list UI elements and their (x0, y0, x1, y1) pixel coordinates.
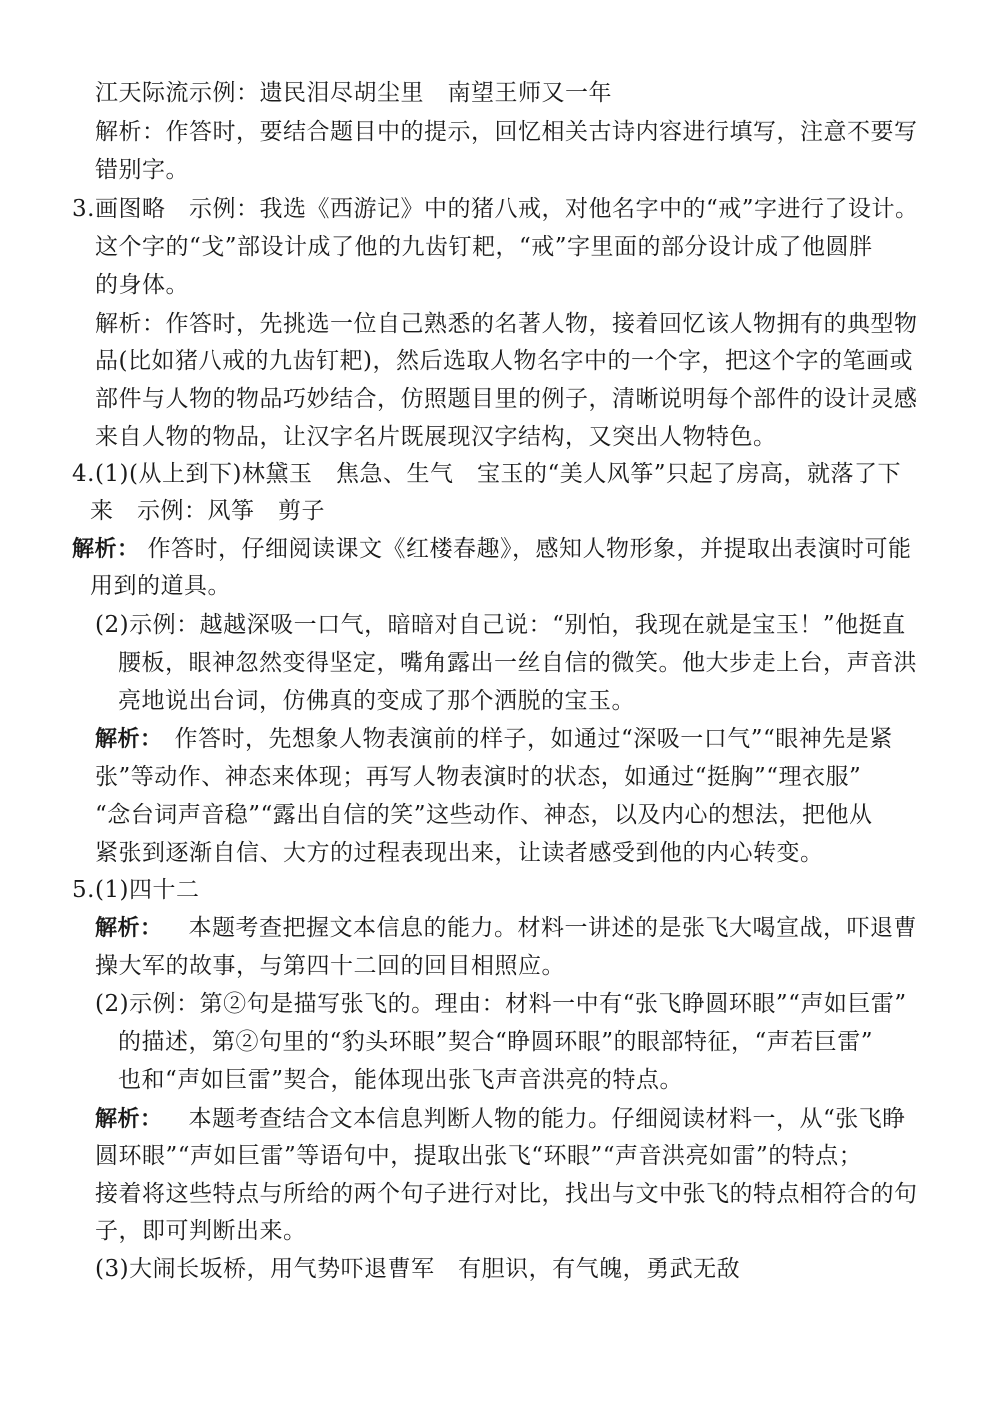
analysis-block (72, 534, 912, 565)
text-line: 本题考查把握文本信息的能力。材料一讲述的是张飞大喝宣战，吓退曹 (188, 915, 918, 941)
analysis-block (95, 724, 893, 755)
analysis-block (95, 1104, 906, 1135)
text-line: 的身体。 (95, 272, 189, 298)
text-line: (2)示例：第②句是描写张飞的。理由：材料一中有“张飞睁圆环眼”“声如巨雷” (95, 991, 907, 1017)
text-line: 4.(1)(从上到下)林黛玉 焦急、生气 宝玉的“美人风筝”只起了房高，就落了下 (72, 461, 901, 487)
text-line: 腰板，眼神忽然变得坚定，嘴角露出一丝自信的微笑。他大步走上台，声音洪 (118, 650, 917, 676)
text-line: 本题考查结合文本信息判断人物的能力。仔细阅读材料一，从“张飞睁 (188, 1106, 906, 1132)
text-line: 作答时，仔细阅读课文《红楼春趣》，感知人物形象，并提取出表演时可能 (147, 536, 912, 562)
text-line: 部件与人物的物品巧妙结合，仿照题目里的例子，清晰说明每个部件的设计灵感 (95, 386, 918, 412)
text-line: “念台词声音稳”“露出自信的笑”这些动作、神态，以及内心的想法，把他从 (95, 802, 873, 828)
text-line: 子，即可判断出来。 (95, 1218, 307, 1244)
text-line: 圆环眼”“声如巨雷”等语句中，提取出张飞“环眼”“声音洪亮如雷”的特点； (95, 1143, 863, 1169)
analysis-block (95, 913, 917, 944)
text-line: 解析：作答时，要结合题目中的提示，回忆相关古诗内容进行填写，注意不要写 (95, 119, 918, 145)
text-line: 接着将这些特点与所给的两个句子进行对比，找出与文中张飞的特点相符合的句 (95, 1181, 918, 1207)
text-line: 的描述，第②句里的“豹头环眼”契合“睁圆环眼”的眼部特征，“声若巨雷” (118, 1029, 874, 1055)
text-line: 品(比如猪八戒的九齿钉耙)，然后选取人物名字中的一个字，把这个字的笔画或 (95, 348, 913, 374)
text-line: 江天际流示例：遗民泪尽胡尘里 南望王师又一年 (95, 80, 612, 106)
text-line: 5.(1)四十二 (72, 877, 200, 903)
text-line: 操大军的故事，与第四十二回的回目相照应。 (95, 953, 565, 979)
text-line: 来 示例：风筝 剪子 (90, 498, 325, 524)
text-line: (3)大闹长坂桥，用气势吓退曹军 有胆识，有气魄，勇武无敌 (95, 1256, 741, 1282)
analysis-label: 解析： (95, 727, 163, 752)
text-line: 亮地说出台词，仿佛真的变成了那个洒脱的宝玉。 (118, 688, 635, 714)
analysis-label: 解析： (95, 1107, 163, 1132)
text-line: 也和“声如巨雷”契合，能体现出张飞声音洪亮的特点。 (118, 1067, 684, 1093)
text-line: 3.画图略 示例：我选《西游记》中的猪八戒，对他名字中的“戒”字进行了设计。 (72, 196, 919, 222)
analysis-label: 解析： (95, 916, 163, 941)
text-line: 来自人物的物品，让汉字名片既展现汉字结构，又突出人物特色。 (95, 424, 777, 450)
text-line: 作答时，先想象人物表演前的样子，如通过“深吸一口气”“眼神先是紧 (174, 726, 893, 752)
text-line: 用到的道具。 (90, 573, 231, 599)
text-line: (2)示例：越越深吸一口气，暗暗对自己说：“别怕，我现在就是宝玉！”他挺直 (95, 612, 906, 638)
text-line: 这个字的“戈”部设计成了他的九齿钉耙，“戒”字里面的部分设计成了他圆胖 (95, 234, 873, 260)
text-line: 解析：作答时，先挑选一位自己熟悉的名著人物，接着回忆该人物拥有的典型物 (95, 311, 918, 337)
analysis-label: 解析： (72, 537, 140, 562)
text-line: 紧张到逐渐自信、大方的过程表现出来，让读者感受到他的内心转变。 (95, 840, 824, 866)
text-line: 错别字。 (95, 157, 189, 183)
text-line: 张”等动作、神态来体现；再写人物表演时的状态，如通过“挺胸”“理衣服” (95, 764, 862, 790)
